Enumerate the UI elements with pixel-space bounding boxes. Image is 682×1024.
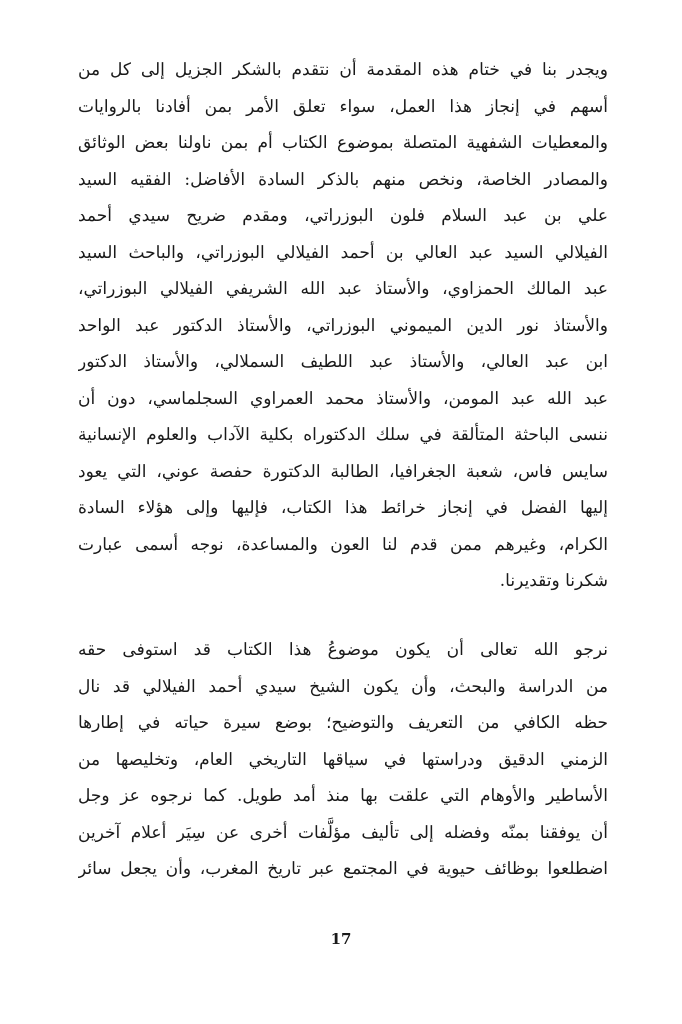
text-line: والمعطيات الشفهية المتصلة بموضوع الكتاب أم بمن ناولنا بعض الوثائق [78,133,608,153]
text-line: عبد الله عبد المومن، والأستاذ محمد العمراوي السجلماسي، دون أن [78,388,608,409]
text-line: ابن عبد العالي، والأستاذ عبد اللطيف السملالي، والأستاذ الدكتور [78,352,608,372]
text-line: نرجو الله تعالى أن يكون موضوعُ هذا الكتاب قد استوفى حقه [78,640,608,660]
text-line: ويجدر بنا في ختام هذه المقدمة أن نتقدم بالشكر الجزيل إلى كل من [78,60,608,80]
paragraph-closing-prayer [78,632,608,888]
text-line: أسهم في إنجاز هذا العمل، سواء تعلق الأمر بمن أفادنا بالروايات [78,96,608,117]
text-line: إليها الفضل في إنجاز خرائط هذا الكتاب، فإليها وإلى هؤلاء السادة [78,498,608,518]
text-line: علي بن عبد السلام فلون البوزراتي، ومقدم ضريح سيدي أحمد [78,206,608,226]
text-line: عبد المالك الحمزاوي، والأستاذ عبد الله الشريفي الفيلالي البوزراتي، [78,279,608,299]
text-line: ننسى الباحثة المتألقة في سلك الدكتوراه بكلية الآداب والعلوم الإنسانية [78,425,608,445]
text-line: من الدراسة والبحث، وأن يكون الشيخ سيدي أحمد الفيلالي قد نال [78,676,608,697]
text-line: الفيلالي السيد عبد العالي بن أحمد الفيلالي البوزراتي، والباحث السيد [78,242,608,263]
text-line: الأساطير والأوهام التي علقت بها منذ أمد طويل. كما نرجوه عز وجل [78,786,608,806]
text-line: شكرنا وتقديرنا. [499,571,608,591]
page-number: 17 [330,930,352,948]
text-line: حظه الكافي من التعريف والتوضيح؛ بوضع سيرة حياته في إطارها [78,713,608,733]
text-line: سايس فاس، شعبة الجغرافيا، الطالبة الدكتورة حفصة عوني، التي يعود [78,461,608,482]
text-line: الكرام، وغيرهم ممن قدم لنا العون والمساعدة، نوجه أسمى عبارت [78,534,608,555]
paragraph-acknowledgements [78,52,608,600]
text-line: أن يوفقنا بمنّه وفضله إلى تأليف مؤلَّفات أخرى عن سِيَر أعلام آخرين [78,822,608,843]
text-line: الزمني الدقيق ودراستها في سياقها التاريخي العام، وتخليصها من [78,749,608,770]
text-line: والأستاذ نور الدين الميموني البوزراتي، والأستاذ الدكتور عبد الواحد [78,315,608,336]
text-line: اضطلعوا بوظائف حيوية في المجتمع عبر تاريخ المغرب، وأن يجعل سائر [78,859,608,879]
text-line: والمصادر الخاصة، ونخص منهم بالذكر السادة الأفاضل: الفقيه السيد [78,169,608,190]
